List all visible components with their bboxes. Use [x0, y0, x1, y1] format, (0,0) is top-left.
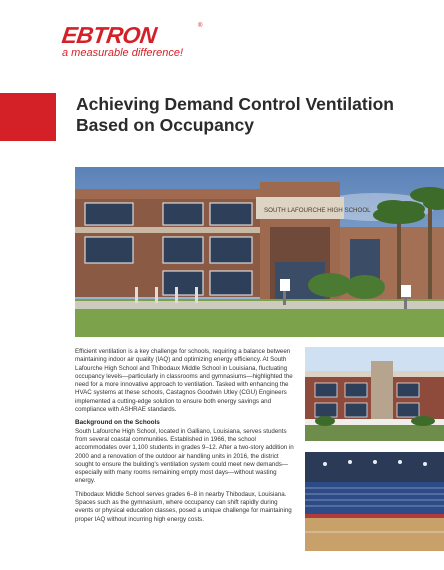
logo-tagline: a measurable difference!: [62, 47, 184, 59]
article-body: [75, 348, 297, 529]
page-title-line2: Based on Occupancy: [76, 115, 254, 135]
accent-bar: [0, 93, 56, 141]
section-heading: Background on the Schools: [75, 419, 160, 427]
logo-brand: EBTRON: [60, 22, 159, 48]
body-paragraph-1: South Lafourche High School, located in Galliano, Louisiana, serves students from several coastal communities. Established in 1966, the school accommodates over 1,100 students in grades 9–12. After a two-story addition in 2000 and a renovation of the outdoor air handling units in 2016, the district sought to ensure the building's ventilation system could meet new demands—especially with many rooms remaining empty most days—without wasting energy.: [75, 427, 294, 485]
middle-school-exterior-photo: [305, 347, 444, 441]
school-exterior-photo: [75, 167, 444, 337]
ebtron-logo: [54, 22, 214, 62]
body-paragraph-2: Thibodaux Middle School serves grades 6–8 in nearby Thibodaux, Louisiana. Spaces such as the gymnasium, where occupancy can shift rapidly during events or physical education classes, posed a unique challenge for maintaining proper IAQ without incurring high energy costs.: [75, 490, 292, 523]
logo-registered-mark: ®: [198, 23, 203, 29]
page-title: [76, 94, 416, 136]
gymnasium-photo: [305, 452, 444, 551]
building-sign-text: SOUTH LAFOURCHE HIGH SCHOOL: [264, 207, 371, 214]
intro-paragraph: Efficient ventilation is a key challenge for schools, requiring a balance between maintaining indoor air quality (IAQ) and optimizing energy efficiency. At South Lafourche High School and Thibodaux Middle School in Louisiana, fluctuating occupancy levels—particularly in classrooms and gymnasiums—highlighted the need for a more innovative approach to ventilation. Tasked with enhancing the HVAC systems at these schools, Castagnos Goodwin Utley (CGU) Engineers implemented a cutting-edge solution to ensure both energy savings and compliance with ASHRAE standards.: [75, 348, 293, 414]
page-title-line1: Achieving Demand Control Ventilation: [76, 94, 394, 114]
